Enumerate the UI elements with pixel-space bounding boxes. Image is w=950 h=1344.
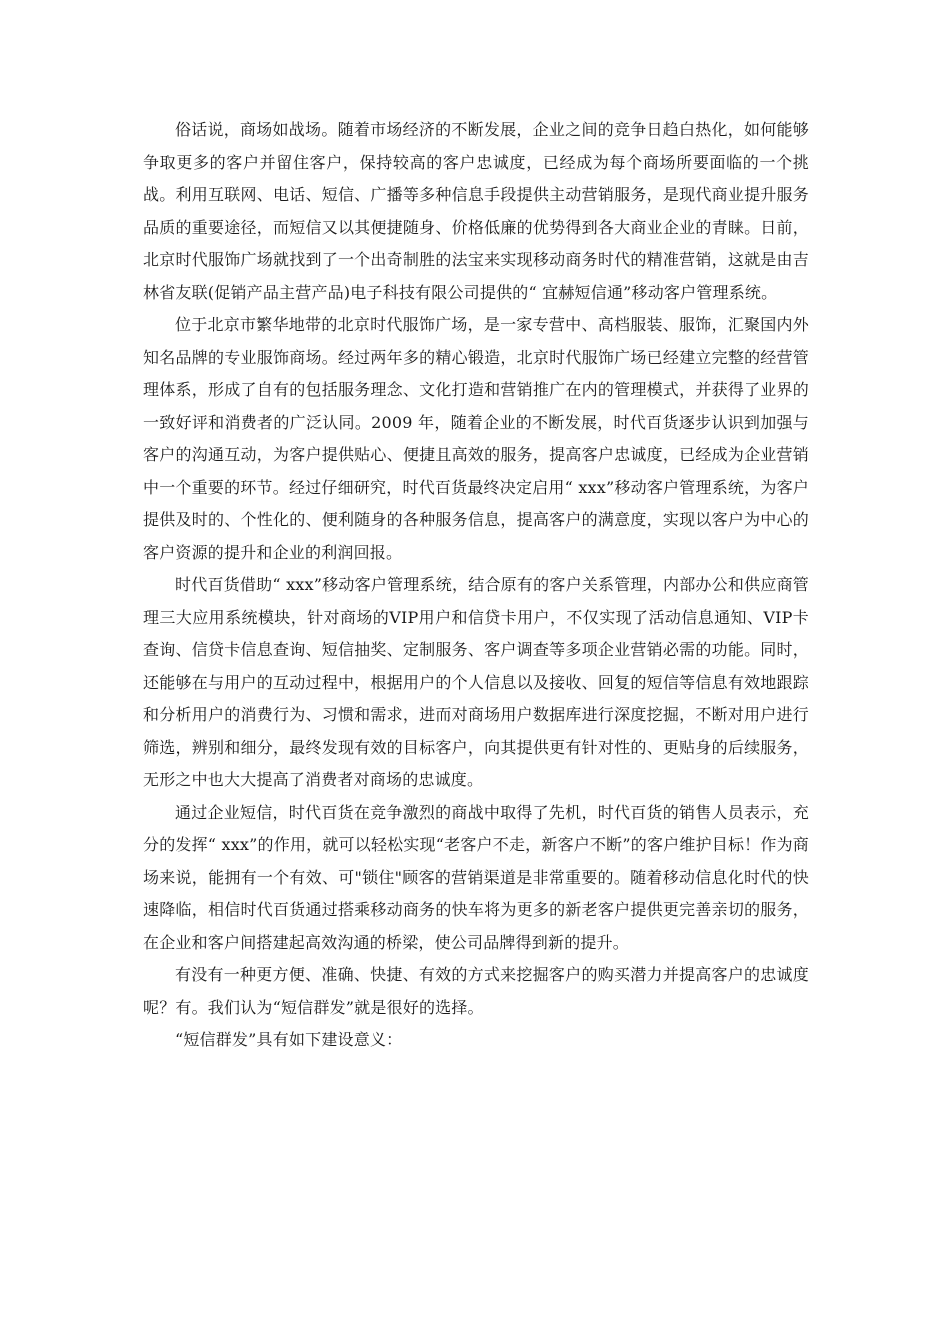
paragraph-significance-heading: “短信群发”具有如下建设意义：	[175, 1030, 403, 1049]
paragraph-system-features: 时代百货借助“ xxx”移动客户管理系统，结合原有的客户关系管理，内部办公和供应商管理三大应用系统模块，针对商场的VIP用户和信贷卡用户，不仅实现了活动信息通知、VIP卡查询、信贷卡信息查询、短信抽奖、定制服务、客户调查等多项企业营销必需的功能。同时，还能够在与用户的互动过程中，根据用户的个人信息以及接收、回复的短信等信息有效地跟踪和分析用户的消费行为、习惯和需求，进而对商场用户数据库进行深度挖掘，不断对用户进行筛选，辨别和细分，最终发现有效的目标客户，向其提供更有针对性的、更贴身的后续服务，无形之中也大大提高了消费者对商场的忠诚度。	[143, 575, 809, 789]
paragraph-intro: 俗话说，商场如战场。随着市场经济的不断发展，企业之间的竞争日趋白热化，如何能够争取更多的客户并留住客户，保持较高的客户忠诚度，已经成为每个商场所要面临的一个挑战。利用互联网、电话、短信、广播等多种信息手段提供主动营销服务，是现代商业提升服务品质的重要途径，而短信又以其便捷随身、价格低廉的优势得到各大商业企业的青睐。日前，北京时代服饰广场就找到了一个出奇制胜的法宝来实现移动商务时代的精准营销，这就是由吉林省友联(促销产品主营产品)电子科技有限公司提供的“ 宜赫短信通”移动客户管理系统。	[143, 120, 809, 302]
paragraph-sms-results: 通过企业短信，时代百货在竞争激烈的商战中取得了先机，时代百货的销售人员表示，充分的发挥“ xxx”的作用，就可以轻松实现“老客户不走，新客户不断”的客户维护目标！作为商场来说，能拥有一个有效、可"锁住"顾客的营销渠道是非常重要的。随着移动信息化时代的快速降临，相信时代百货通过搭乘移动商务的快车将为更多的新老客户提供更完善亲切的服务，在企业和客户间搭建起高效沟通的桥梁，使公司品牌得到新的提升。	[143, 802, 809, 952]
paragraph-question: 有没有一种更方便、准确、快捷、有效的方式来挖掘客户的购买潜力并提高客户的忠诚度呢？有。我们认为“短信群发”就是很好的选择。	[143, 965, 809, 1017]
document-body	[143, 114, 809, 1057]
paragraph-company-background: 位于北京市繁华地带的北京时代服饰广场，是一家专营中、高档服装、服饰，汇聚国内外知名品牌的专业服饰商场。经过两年多的精心锻造，北京时代服饰广场已经建立完整的经营管理体系，形成了自有的包括服务理念、文化打造和营销推广在内的管理模式，并获得了业界的一致好评和消费者的广泛认同。2009 年，随着企业的不断发展，时代百货逐步认识到加强与客户的沟通互动，为客户提供贴心、便捷且高效的服务，提高客户忠诚度，已经成为企业营销中一个重要的环节。经过仔细研究，时代百货最终决定启用“ xxx”移动客户管理系统，为客户提供及时的、个性化的、便利随身的各种服务信息，提高客户的满意度，实现以客户为中心的客户资源的提升和企业的利润回报。	[143, 315, 809, 562]
